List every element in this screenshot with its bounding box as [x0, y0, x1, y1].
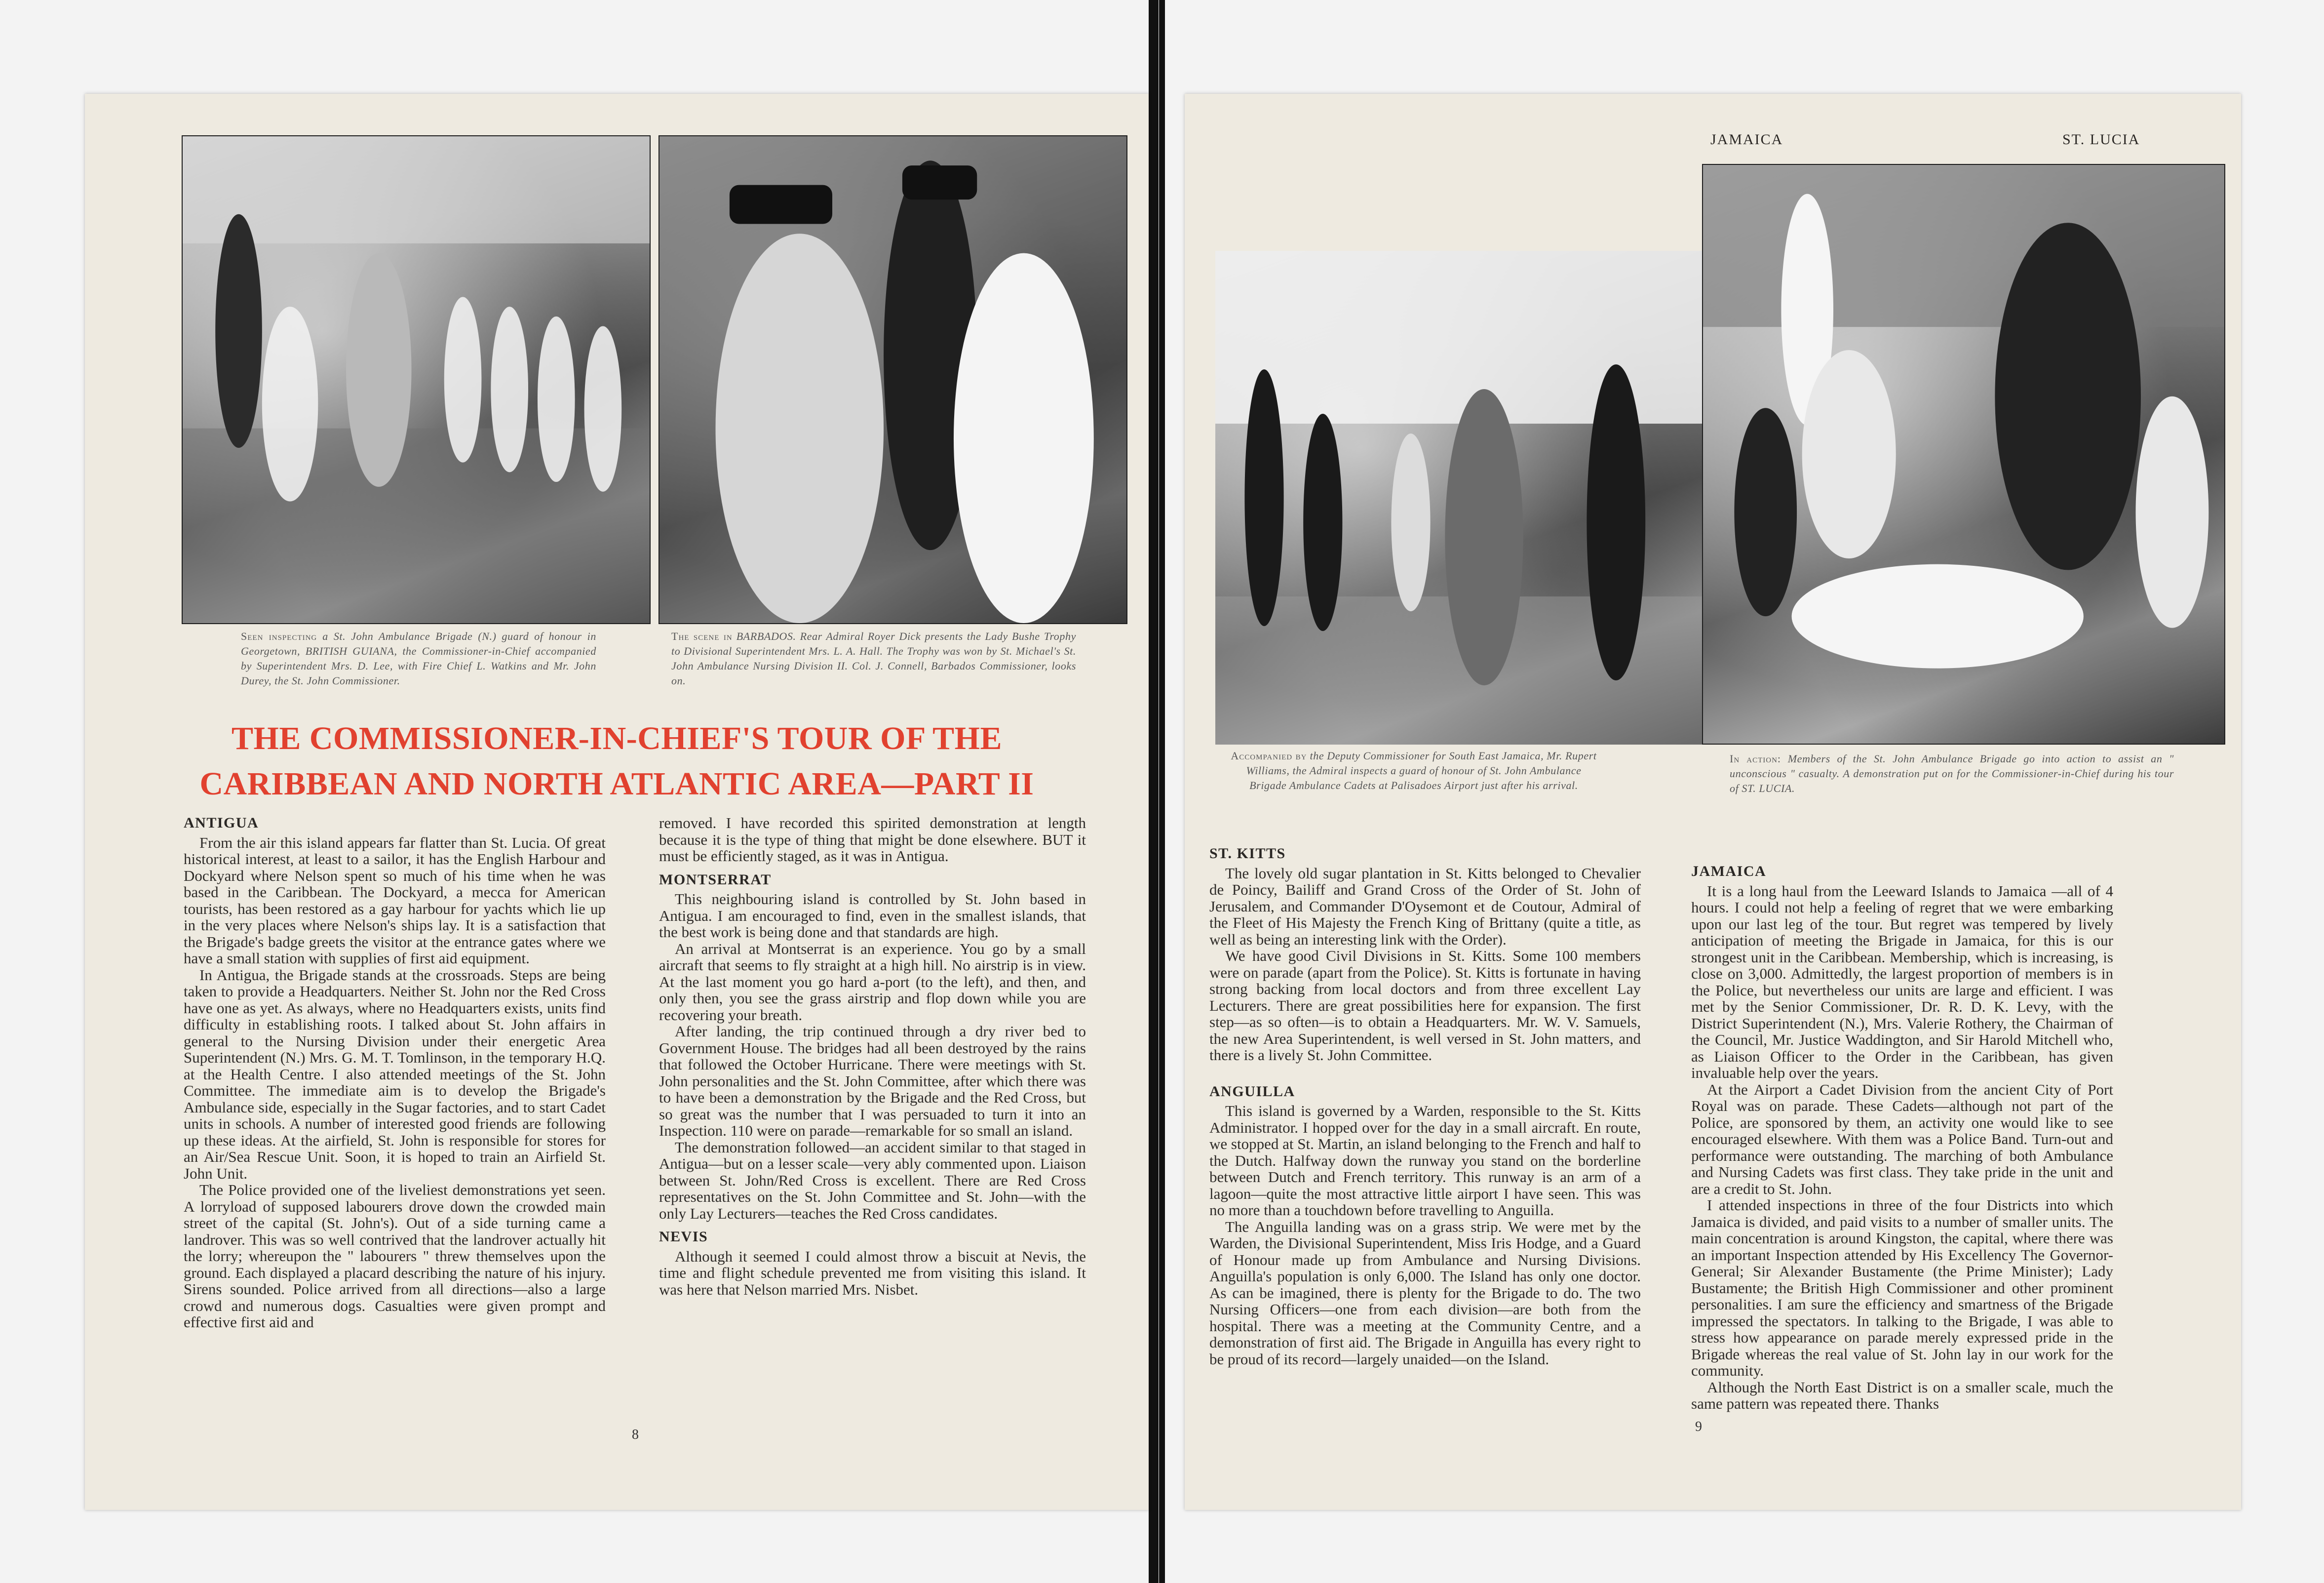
paragraph: This neighbouring island is controlled by St. John based in Antigua. I am encouraged to find, even in the smallest islands, that the best work is being done and that standards are high.	[659, 890, 1086, 941]
caption-lead: The scene in	[671, 630, 733, 642]
paragraph: We have good Civil Divisions in St. Kitts. Some 100 members were on parade (apart from the Police). St. Kitts is fortunate in having strong backing from local doctors and from three excellent Lay Lecturers. There are great possibilities here for expansion. The first step—as so often—is to obtain a Headquarters. Mr. W. V. Samuels, the new Area Superintendent, is well versed in St. John matters, and there is a lively St. John Committee.	[1209, 947, 1641, 1064]
caption-text: BARBADOS. Rear Admiral Royer Dick presents the Lady Bushe Trophy to Divisional Superintendent Mrs. L. A. Hall. The Trophy was won by St. Michael's St. John Ambulance Nursing Division II. Col. J. Connell, Barbados Commissioner, looks on.	[671, 630, 1076, 687]
binding-gutter-left	[1149, 0, 1159, 1583]
paragraph: It is a long haul from the Leeward Islands to Jamaica —all of 4 hours. I could not help a feeling of regret that we were embarking upon our last leg of the tour. But regret was tempered by lively anticipation of meeting the Brigade in Jamaica, for this is our strongest unit in the Caribbean. Membership, which is increasing, is close on 3,000. Admittedly, the largest proportion of members is in the Police, but nevertheless our units are large and efficient. I was met by the Senior Commissioner, Dr. R. D. K. Levy, with the District Superintendent (N.), Mrs. Valerie Rothery, the Chairman of the Council, Mr. Justice Waddington, and Sir Harold Mitchell who, as Liaison Officer to the Order in the Caribbean, has given invaluable help over the years.	[1691, 882, 2113, 1081]
photo-guiana-inspection	[182, 135, 651, 624]
paragraph: After landing, the trip continued through a dry river bed to Government House. The bridges had all been destroyed by the rains that followed the October Hurricane. There were meetings with St. John personalities and the St. John Committee, after which there was to have been a demonstration by the Brigade and the Red Cross, but so great was the number that I was persuaded to turn it into an Inspection. 110 were on parade—remarkable for so small an island.	[659, 1023, 1086, 1139]
paragraph: In Antigua, the Brigade stands at the crossroads. Steps are being taken to provide a Headquarters. Neither St. John nor the Red Cross have one as yet. As always, where no Headquarters exists, units find difficulty in establishing roots. I talked about St. John affairs in general to the Nursing Division under their energetic Area Superintendent (N.) Mrs. G. M. T. Tomlinson, in the temporary H.Q. at the Health Centre. I also attended meetings of the St. John Committee. The immediate aim is to develop the Brigade's Ambulance side, especially in the Sugar factories, and to start Cadet units in schools. A number of interested good friends are following up these ideas. At the airfield, St. John is responsible for stores for an Air/Sea Rescue Unit. Soon, it is hoped to train an Airfield St. John Unit.	[184, 966, 606, 1182]
caption-text: a St. John Ambulance Brigade (N.) guard of honour in Georgetown, BRITISH GUIANA, the Commissioner-in-Chief accompanied by Superintendent Mrs. D. Lee, with Fire Chief L. Watkins and Mr. John Durey, the St. John Commissioner.	[241, 630, 596, 687]
caption-lead: In action:	[1730, 752, 1782, 765]
caption-lead: Seen inspecting	[241, 630, 317, 642]
location-label-st-lucia: ST. LUCIA	[2062, 131, 2140, 148]
photo-barbados-trophy	[658, 135, 1127, 624]
headline-line-1: THE COMMISSIONER-IN-CHIEF'S TOUR OF THE	[232, 720, 1002, 756]
caption-text: Members of the St. John Ambulance Brigade go into action to assist an " unconscious " casualty. A demonstration put on for the Commissioner-in-Chief during his tour of ST. LUCIA.	[1730, 752, 2174, 794]
caption-lead: Accompanied by	[1231, 750, 1307, 762]
paragraph: Although it seemed I could almost throw a biscuit at Nevis, the time and flight schedule prevented me from visiting this island. It was here that Nelson married Mrs. Nisbet.	[659, 1247, 1086, 1298]
page-number: 8	[632, 1427, 639, 1442]
paragraph: At the Airport a Cadet Division from the ancient City of Port Royal was on parade. These Cadets—although not part of the Police, are sponsored by them, an activity one would like to see encouraged elsewhere. With them was a Police Band. Turn-out and performance were outstanding. The marching of both Ambulance and Nursing Cadets was first class. They take pride in the unit and are a credit to St. John.	[1691, 1080, 2113, 1197]
page-number: 9	[1695, 1419, 1702, 1434]
article-headline	[85, 716, 1149, 807]
headline-line-2: CARIBBEAN AND NORTH ATLANTIC AREA—PART II	[199, 766, 1034, 802]
photo-figures-illustration	[1703, 165, 2224, 744]
paragraph: I attended inspections in three of the four Districts into which Jamaica is divided, and paid visits to a number of smaller units. The main concentration is around Kingston, the capital, where there was an important Inspection attended by His Excellency The Governor-General; Sir Alexander Bustamente (the Prime Minister); Lady Bustamente; the British High Commissioner and other prominent personalities. I am sure the efficiency and smartness of the Brigade impressed the spectators. In talking to the Brigade, I was able to stress how appearance on parade merely expressed pride in the Brigade whereas the real value of St. John lay in our work for the community.	[1691, 1196, 2113, 1379]
photo-jamaica-caption	[1226, 749, 1601, 793]
paragraph: The Anguilla landing was on a grass strip. We were met by the Warden, the Divisional Superintendent, Miss Iris Hodge, and a Guard of Honour made up from Ambulance and Nursing Divisions. Anguilla's population is only 6,000. The Island has only one doctor. As can be imagined, there is plenty for the Brigade to do. The two Nursing Officers—one from each division—are both from the hospital. There was a meeting at the Community Centre, and a demonstration of first aid. The Brigade in Anguilla has every right to be proud of its record—largely unaided—on the Island.	[1209, 1218, 1641, 1368]
photo-figures-illustration	[1215, 251, 1704, 745]
photo-st-lucia-demonstration	[1702, 164, 2225, 745]
photo-st-lucia-caption	[1730, 752, 2174, 796]
section-heading-antigua: ANTIGUA	[184, 815, 259, 831]
column-1	[184, 815, 606, 1331]
paragraph: From the air this island appears far flatter than St. Lucia. Of great historical interest, at least to a sailor, it has the English Harbour and Dockyard where Nelson spent so much of his time when he was based in the Caribbean. The Dockyard, a mecca for American tourists, has been restored as a gay harbour for yachts which lie up in the very places where Nelson's ships lay. It is a satisfaction that the Brigade's badge greets the visitor at the entrance gates where we have a small station with supplies of first aid equipment.	[184, 833, 606, 967]
section-heading-anguilla: ANGUILLA	[1209, 1083, 1295, 1100]
column-4	[1691, 863, 2113, 1412]
column-3	[1209, 845, 1641, 1367]
paragraph: The Police provided one of the liveliest demonstrations yet seen. A lorryload of supposed labourers drove down the crowded main street of the capital (St. John's). Out of a side turning came a landrover. This was so well contrived that the landrover actually hit the lorry; whereupon the " labourers " threw themselves upon the ground. Each displayed a placard describing the nature of his injury. Sirens sounded. Police arrived from all directions—also a large crowd and numerous dogs. Casualties were given prompt and effective first aid and	[184, 1181, 606, 1331]
page-8	[85, 94, 1149, 1510]
page-9	[1185, 94, 2241, 1510]
paragraph: This island is governed by a Warden, responsible to the St. Kitts Administrator. I hopped over for the day in a small aircraft. En route, we stopped at St. Martin, an island belonging to the French and half to the Dutch. Halfway down the runway you stand on the borderline between Dutch and French territory. This runway is an arm of a lagoon—quite the most attractive little airport I have seen. This was no more than a touchdown before travelling to Anguilla.	[1209, 1102, 1641, 1219]
photo-figures-illustration	[659, 136, 1126, 623]
paragraph: Although the North East District is on a smaller scale, much the same pattern was repeated there. Thanks	[1691, 1378, 2113, 1412]
section-heading-st-kitts: ST. KITTS	[1209, 845, 1286, 862]
paragraph: The lovely old sugar plantation in St. Kitts belonged to Chevalier de Poincy, Bailiff and Grand Cross of the Order of St. John of Jerusalem, and Commander D'Oysemont et de Coutour, Admiral of the Fleet of His Majesty the French King of Brittany (quite a title, as well as being an interesting link with the Order).	[1209, 864, 1641, 948]
caption-text: the Deputy Commissioner for South East Jamaica, Mr. Rupert Williams, the Admiral inspects a guard of honour of St. John Ambulance Brigade Ambulance Cadets at Palisadoes Airport just after his arrival.	[1246, 750, 1597, 792]
binding-gutter-right	[1159, 0, 1165, 1583]
photo-barbados-caption	[671, 629, 1076, 688]
photo-figures-illustration	[183, 136, 650, 623]
paragraph: removed. I have recorded this spirited demonstration at length because it is the type of thing that might be done elsewhere. BUT it must be efficiently staged, as it was in Antigua.	[659, 814, 1086, 865]
section-heading-nevis: NEVIS	[659, 1228, 708, 1245]
section-heading-jamaica: JAMAICA	[1691, 863, 1767, 879]
location-label-jamaica: JAMAICA	[1710, 131, 1783, 148]
photo-jamaica-guard	[1215, 251, 1704, 745]
paragraph: An arrival at Montserrat is an experience. You go by a small aircraft that seems to fly straight at a high hill. No airstrip is in view. At the last moment you go hard a-port (to the left), and then, and only then, you see the grass airstrip and flop down while you are recovering your breath.	[659, 940, 1086, 1024]
photo-guiana-caption	[241, 629, 596, 688]
column-2	[659, 815, 1086, 1298]
section-heading-montserrat: MONTSERRAT	[659, 871, 772, 888]
paragraph: The demonstration followed—an accident similar to that staged in Antigua—but on a lesser scale—very ably commented upon. Liaison between St. John/Red Cross is excellent. There are Red Cross representatives on the St. John Committee and St. John—with the only Lay Lecturers—teaches the Red Cross candidates.	[659, 1138, 1086, 1222]
